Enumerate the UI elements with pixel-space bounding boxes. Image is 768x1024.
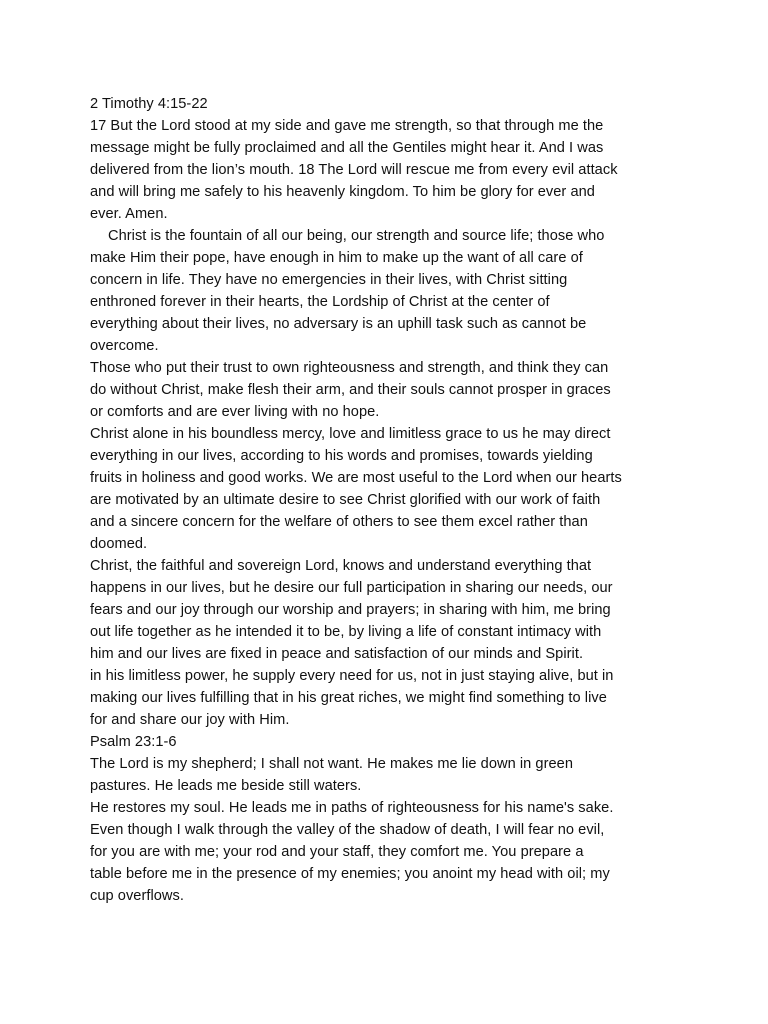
- psalm-text-line: Even though I walk through the valley of the shadow of death, I will fear no evil,: [90, 822, 605, 838]
- paragraph-line: or comforts and are ever living with no hope.: [90, 404, 380, 420]
- paragraph-line: making our lives fulfilling that in his great riches, we might find something to live: [90, 690, 607, 706]
- paragraph-line: are motivated by an ultimate desire to see Christ glorified with our work of faith: [90, 492, 601, 508]
- psalm-text-line: The Lord is my shepherd; I shall not want. He makes me lie down in green: [90, 756, 573, 772]
- paragraph-line: enthroned forever in their hearts, the Lordship of Christ at the center of: [90, 294, 550, 310]
- paragraph-line: Christ alone in his boundless mercy, love and limitless grace to us he may direct: [90, 426, 611, 442]
- paragraph-line: fears and our joy through our worship and prayers; in sharing with him, me bring: [90, 602, 611, 618]
- paragraph-line: everything in our lives, according to his words and promises, towards yielding: [90, 448, 593, 464]
- paragraph-line: do without Christ, make flesh their arm, and their souls cannot prosper in graces: [90, 382, 611, 398]
- scripture-text-line: 17 But the Lord stood at my side and gave me strength, so that through me the: [90, 118, 604, 134]
- paragraph-line: and a sincere concern for the welfare of others to see them excel rather than: [90, 514, 588, 530]
- paragraph-line: Those who put their trust to own righteousness and strength, and think they can: [90, 360, 609, 376]
- scripture-heading: 2 Timothy 4:15-22: [90, 96, 208, 112]
- psalm-heading: Psalm 23:1-6: [90, 734, 177, 750]
- scripture-text-line: delivered from the lion’s mouth. 18 The Lord will rescue me from every evil attack: [90, 162, 618, 178]
- paragraph-line: overcome.: [90, 338, 159, 354]
- paragraph-line: Christ, the faithful and sovereign Lord, knows and understand everything that: [90, 558, 592, 574]
- psalm-text-line: cup overflows.: [90, 888, 184, 904]
- document-page: [90, 93, 680, 907]
- scripture-text-line: message might be fully proclaimed and all the Gentiles might hear it. And I was: [90, 140, 604, 156]
- paragraph-line: fruits in holiness and good works. We are most useful to the Lord when our hearts: [90, 470, 622, 486]
- psalm-text-line: table before me in the presence of my enemies; you anoint my head with oil; my: [90, 866, 610, 882]
- paragraph-line: him and our lives are fixed in peace and satisfaction of our minds and Spirit.: [90, 646, 584, 662]
- psalm-text-line: for you are with me; your rod and your staff, they comfort me. You prepare a: [90, 844, 584, 860]
- paragraph-line: concern in life. They have no emergencies in their lives, with Christ sitting: [90, 272, 568, 288]
- scripture-text-line: and will bring me safely to his heavenly kingdom. To him be glory for ever and: [90, 184, 595, 200]
- paragraph-line: everything about their lives, no adversary is an uphill task such as cannot be: [90, 316, 587, 332]
- paragraph-line: in his limitless power, he supply every need for us, not in just staying alive, but in: [90, 668, 614, 684]
- scripture-text-line: ever. Amen.: [90, 206, 168, 222]
- paragraph-line: make Him their pope, have enough in him to make up the want of all care of: [90, 250, 583, 266]
- paragraph-line: doomed.: [90, 536, 148, 552]
- paragraph-line: happens in our lives, but he desire our full participation in sharing our needs, our: [90, 580, 613, 596]
- paragraph-line: Christ is the fountain of all our being, our strength and source life; those who: [108, 228, 605, 244]
- psalm-text-line: He restores my soul. He leads me in paths of righteousness for his name's sake.: [90, 800, 614, 816]
- paragraph-line: out life together as he intended it to be, by living a life of constant intimacy with: [90, 624, 602, 640]
- psalm-text-line: pastures. He leads me beside still waters.: [90, 778, 362, 794]
- paragraph-line: for and share our joy with Him.: [90, 712, 290, 728]
